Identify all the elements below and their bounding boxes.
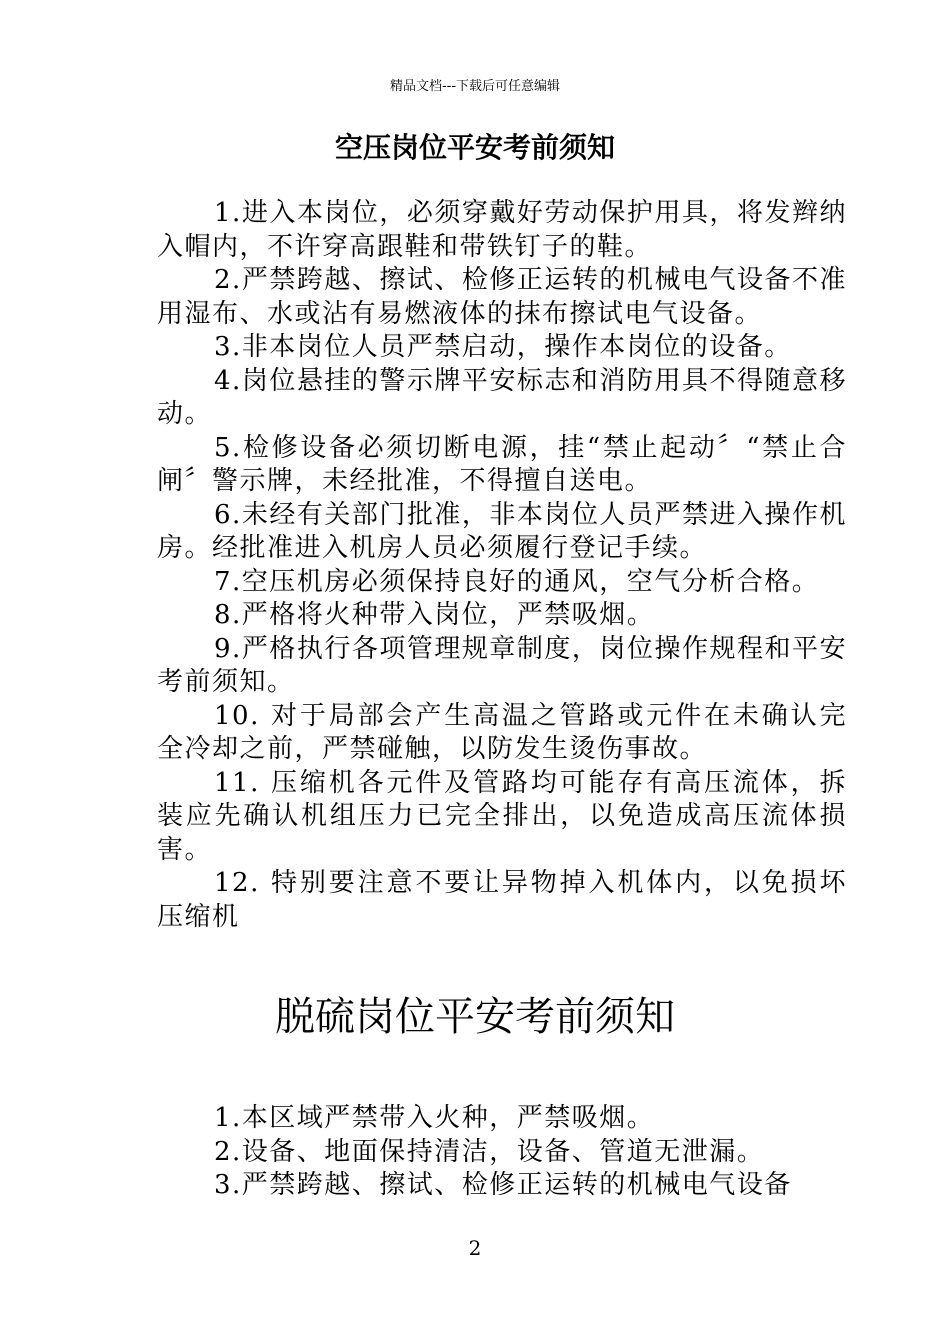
section1-item-3: 3.非本岗位人员严禁启动，操作本岗位的设备。 bbox=[214, 332, 792, 362]
section2-title: 脱硫岗位平安考前须知 bbox=[275, 994, 675, 1040]
page-header: 精品文档---下载后可任意编辑 bbox=[389, 79, 561, 94]
section2-item-3: 3.严禁跨越、擦试、检修正运转的机械电气设备 bbox=[214, 1170, 792, 1200]
section1-item-10: 10. 对于局部会产生高温之管路或元件在未确认完全冷却之前，严禁碰触，以防发生烫伤事故。 bbox=[157, 700, 847, 764]
section1-item-5: 5.检修设备必须切断电源，挂“禁止起动〞“禁止合闸〞警示牌，未经批准，不得擅自送电。 bbox=[157, 432, 847, 496]
section1-item-11: 11. 压缩机各元件及管路均可能存有高压流体，拆装应先确认机组压力已完全排出，以免造成高压流体损害。 bbox=[157, 767, 847, 865]
section1-body bbox=[157, 197, 847, 934]
section2-item-2: 2.设备、地面保持清洁，设备、管道无泄漏。 bbox=[214, 1136, 765, 1167]
section1-item-2: 2.严禁跨越、擦试、检修正运转的机械电气设备不准用湿布、水或沾有易燃液体的抹布擦试电气设备。 bbox=[157, 265, 847, 329]
section1-item-8: 8.严格将火种带入岗位，严禁吸烟。 bbox=[214, 600, 655, 630]
page-number: 2 bbox=[468, 1236, 482, 1260]
section1-item-6: 6.未经有关部门批准，非本岗位人员严禁进入操作机房。经批准进入机房人员必须履行登记手续。 bbox=[157, 499, 847, 563]
section2-item-1: 1.本区域严禁带入火种，严禁吸烟。 bbox=[214, 1103, 655, 1133]
section1-item-1: 1.进入本岗位，必须穿戴好劳动保护用具，将发辫纳入帽内，不许穿高跟鞋和带铁钉子的鞋。 bbox=[157, 198, 847, 262]
section1-item-12: 12. 特别要注意不要让异物掉入机体内，以免损坏压缩机 bbox=[157, 868, 847, 932]
section1-item-9: 9.严格执行各项管理规章制度，岗位操作规程和平安考前须知。 bbox=[157, 633, 847, 697]
section1-title: 空压岗位平安考前须知 bbox=[334, 131, 615, 164]
section2-body bbox=[157, 1102, 847, 1203]
section1-item-7: 7.空压机房必须保持良好的通风，空气分析合格。 bbox=[214, 566, 820, 597]
section1-item-4: 4.岗位悬挂的警示牌平安标志和消防用具不得随意移动。 bbox=[157, 365, 847, 429]
